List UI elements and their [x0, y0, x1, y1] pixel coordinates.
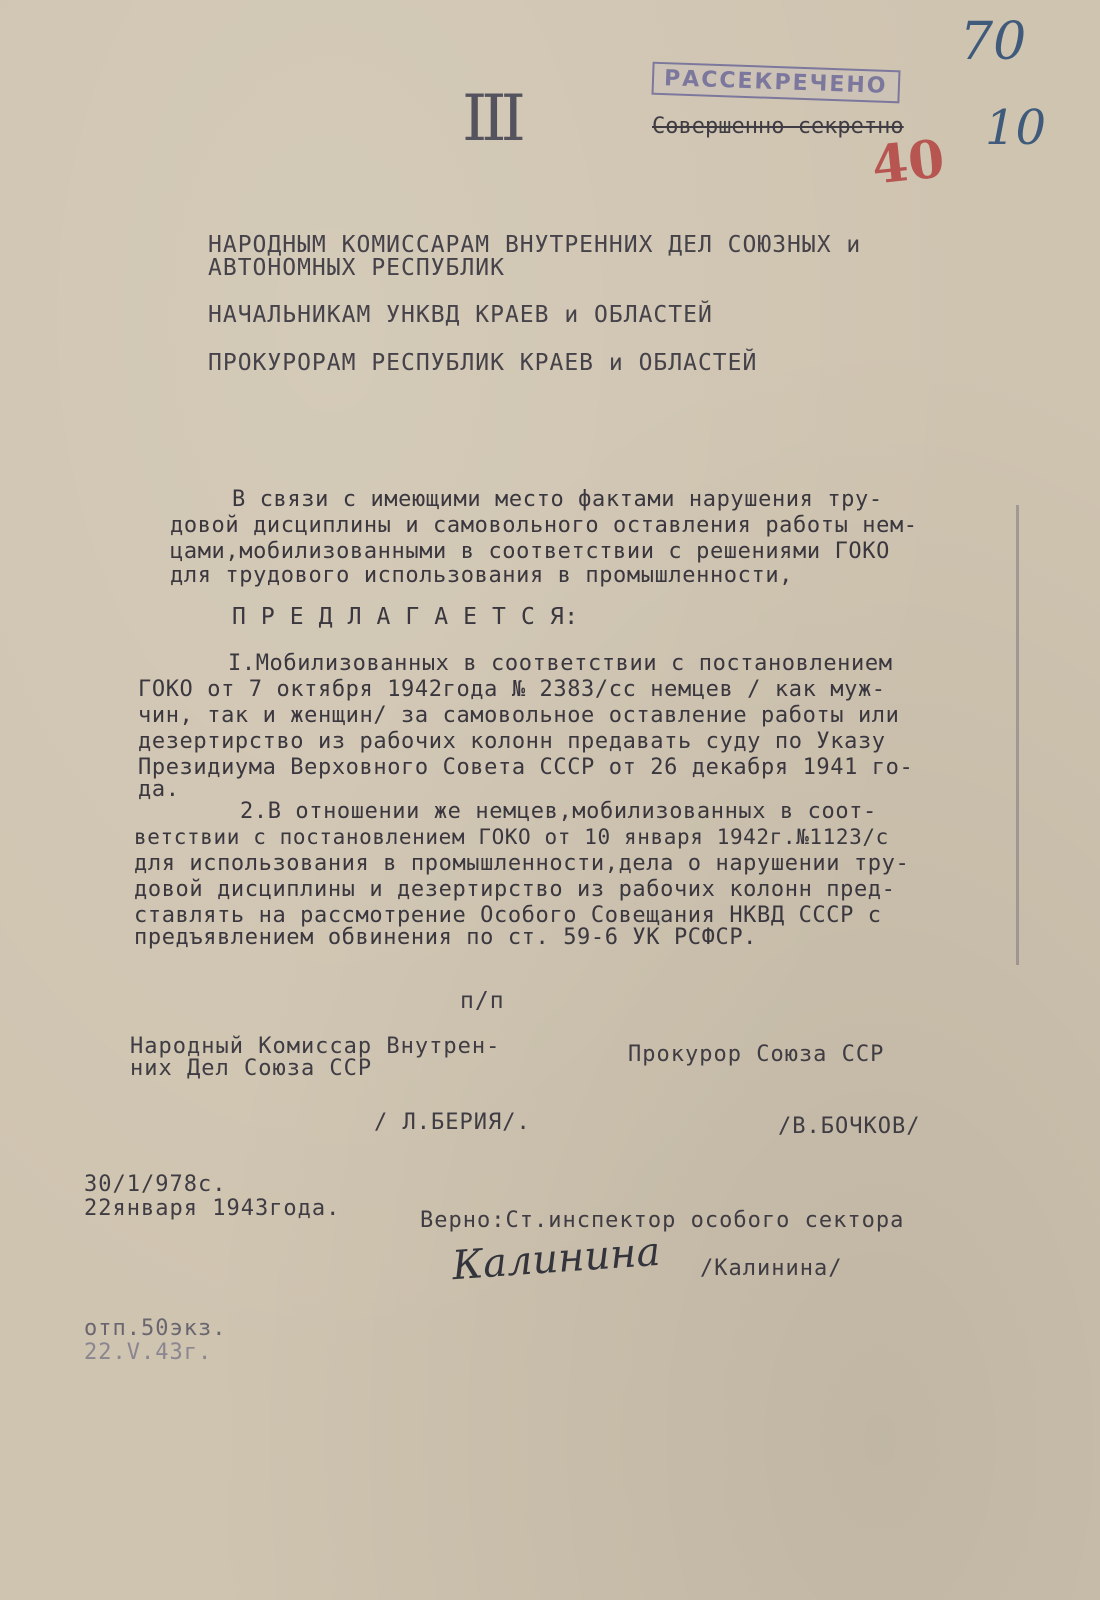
addressee-line: НАЧАЛЬНИКАМ УНКВД КРАЕВ и ОБЛАСТЕЙ [208, 302, 713, 328]
print-date: 22.V.43г. [84, 1340, 213, 1365]
proposes-heading: П Р Е Д Л А Г А Е Т С Я: [232, 604, 579, 630]
page-number-top: 70 [960, 12, 1027, 72]
point1-line: да. [138, 777, 180, 802]
preamble-line: В связи с имеющими место фактами нарушения тру- [232, 487, 883, 512]
point2-line: 2.В отношении же немцев,мобилизованных в соот- [240, 799, 877, 824]
point2-line: для использования в промышленности,дела о нарушении тру- [134, 851, 910, 876]
reference-number: 30/1/978с. [84, 1172, 227, 1197]
point2-line: ветствии с постановлением ГОКО от 10 января 1942г.№1123/с [134, 825, 889, 849]
left-signatory-title: них Дел Союза ССР [130, 1056, 373, 1081]
preamble-line: довой дисциплины и самовольного оставления работы нем- [170, 513, 918, 538]
declassified-stamp: РАССЕКРЕЧЕНО [651, 62, 900, 104]
preamble-line: цами,мобилизованными в соответствии с решениями ГОКО [170, 539, 890, 564]
point1-line: чин, так и женщин/ за самовольное оставление работы или [138, 703, 900, 728]
point1-line: I.Мобилизованных в соответствии с постановлением [228, 651, 893, 676]
right-signatory-name: /В.БОЧКОВ/ [778, 1114, 921, 1139]
right-signatory-title: Прокурор Союза ССР [628, 1042, 885, 1067]
signed-mark: п/п [460, 988, 505, 1014]
document-date: 22января 1943года. [84, 1196, 341, 1221]
point2-line: довой дисциплины и дезертирство из рабочих колонн пред- [134, 877, 896, 902]
classification-label: Совершенно секретно [652, 114, 904, 139]
point1-line: дезертирство из рабочих колонн предавать суду по Указу [138, 729, 886, 754]
certifier-name: /Калинина/ [700, 1256, 843, 1281]
addressee-line: ПРОКУРОРАМ РЕСПУБЛИК КРАЕВ и ОБЛАСТЕЙ [208, 350, 758, 376]
handwritten-signature: Калинина [450, 1228, 662, 1290]
point2-line: предъявлением обвинения по ст. 59-6 УК РСФСР. [134, 925, 758, 950]
certification-line: Верно:Ст.инспектор особого сектора [420, 1208, 905, 1233]
red-pencil-mark: 40 [869, 128, 948, 197]
addressee-line: АВТОНОМНЫХ РЕСПУБЛИК [208, 255, 505, 281]
copies-note: отп.50экз. [84, 1316, 227, 1341]
addressee-line: НАРОДНЫМ КОМИССАРАМ ВНУТРЕННИХ ДЕЛ СОЮЗНЫХ и [208, 232, 862, 258]
point1-line: Президиума Верховного Совета СССР от 26 декабря 1941 го- [138, 755, 914, 780]
point1-line: ГОКО от 7 октября 1942года № 2383/сс немцев / как муж- [138, 677, 886, 702]
point2-line: ставлять на рассмотрение Особого Совещания НКВД СССР с [134, 903, 882, 928]
left-signatory-name: / Л.БЕРИЯ/. [374, 1110, 531, 1135]
margin-line [1016, 505, 1019, 965]
page-number-right: 10 [985, 100, 1047, 156]
left-signatory-title: Народный Комиссар Внутрен- [130, 1034, 501, 1059]
roman-numeral-mark: III [462, 82, 520, 156]
preamble-line: для трудового использования в промышленности, [170, 563, 794, 588]
